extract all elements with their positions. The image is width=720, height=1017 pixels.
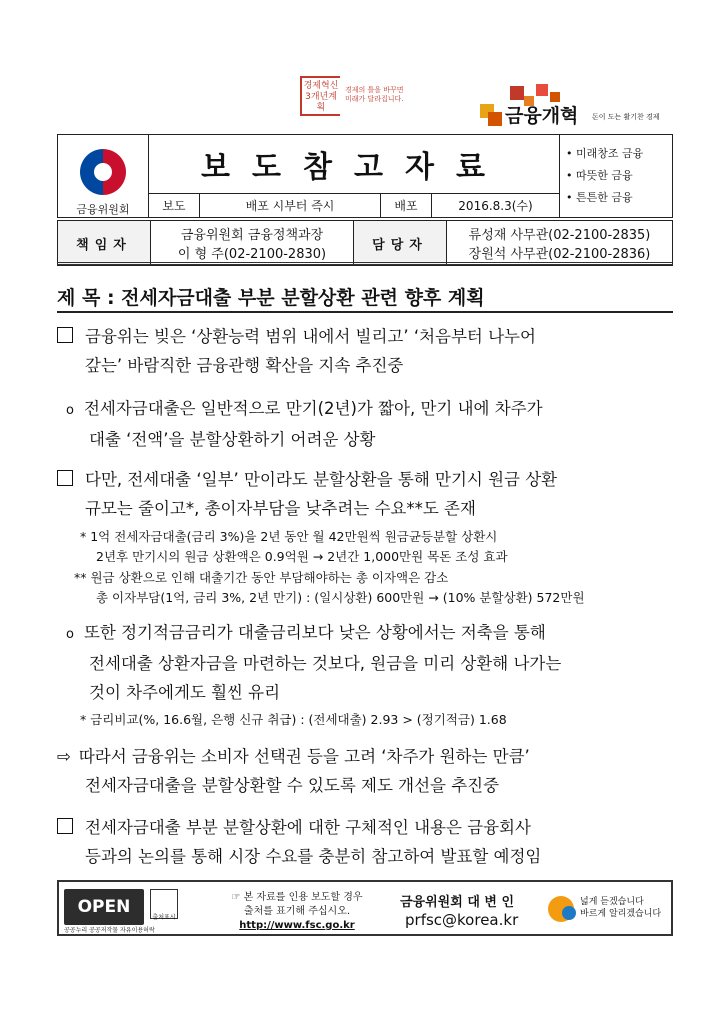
circle-bullet-icon: o — [66, 403, 74, 418]
open-license-caption: 공공누리 공공저작물 자유이용허락 — [64, 927, 155, 934]
doc-title: 보도참고자료 — [149, 135, 560, 194]
speech-bubble-small-icon — [562, 906, 576, 920]
paragraph-6: 전세자금대출 부분 분할상환에 대한 구체적인 내용은 금융회사 등과의 논의를 통해 시장 수요를 충분히 참고하여 발표할 예정임 — [57, 813, 677, 871]
paragraph-5: ⇨ 따라서 금융위는 소비자 선택권 등을 고려 ‘차주가 원하는 만큼’ 전세자금대출을 분할상환할 수 있도록 제도 개선을 추진중 — [57, 747, 530, 795]
square-bullet-icon — [57, 818, 73, 834]
circle-bullet-icon: o — [66, 627, 74, 642]
paragraph-2: o 전세자금대출은 일반적으로 만기(2년)가 짧아, 만기 내에 차주가 대출 ‘전액’을 분할상환하기 어려운 상황 — [66, 399, 543, 449]
header-divider — [57, 262, 673, 265]
agency-cell — [58, 135, 149, 218]
paragraph-1: 금융위는 빚은 ‘상환능력 범위 내에서 빌리고’ ‘처음부터 나누어 갚는’ 바람직한 금융관행 확산을 지속 추진중 — [57, 322, 677, 380]
slogan-2: • 따뜻한 금융 — [566, 169, 633, 182]
arrow-right-icon: ⇨ — [57, 747, 71, 766]
dist-label: 배포 — [381, 194, 432, 218]
reform-title: 금융개혁 — [505, 105, 579, 127]
spokesperson-label: 금융위원회 대 변 인 — [400, 895, 515, 910]
paragraph-3: 다만, 전세대출 ‘일부’ 만이라도 분할상환을 통해 만기시 원금 상환 규모는 줄이고*, 총이자부담을 낮추려는 수요**도 존재 — [57, 465, 677, 523]
press-header — [57, 134, 673, 218]
resp-info: 금융위원회 금융정책과장 이 형 주(02-2100-2830) — [151, 221, 354, 266]
report-value: 배포 시부터 즉시 — [200, 194, 381, 218]
report-label: 보도 — [149, 194, 200, 218]
square-bullet-icon — [57, 470, 73, 486]
slogan-1: • 미래창조 금융 — [566, 147, 644, 160]
citation-note: ☞ 본 자료를 인용 보도할 경우 출처를 표기해 주십시오. http://www.fsc.go.kr — [222, 891, 372, 933]
footnote-1: * 1억 전세자금대출(금리 3%)을 2년 동안 월 42만원씩 원금균등분할 상환시 2년후 만기시의 원금 상환액은 0.9억원 → 2년간 1,000만원 목돈 조성 효과 — [80, 529, 508, 564]
fsc-url-link[interactable]: http://www.fsc.go.kr — [239, 920, 355, 931]
staff-info: 류성재 사무관(02-2100-2835) 장원석 사무관(02-2100-2836) — [447, 221, 673, 266]
staff-label: 담당자 — [354, 221, 447, 266]
paragraph-4: o 또한 정기적금금리가 대출금리보다 낮은 상황에서는 저축을 통해 전세대출 상환자금을 마련하는 것보다, 원금을 미리 상환해 나가는 것이 차주에게도 훨씬 유리 — [66, 623, 562, 702]
gov3-tagline: 경제의 틀을 바꾸면 미래가 달라집니다. — [345, 86, 404, 103]
dist-value: 2016.8.3(수) — [432, 194, 560, 218]
reform-subtitle: 돈이 도는 활기찬 경제 — [592, 113, 660, 121]
government-seal-icon — [80, 149, 126, 195]
slogans — [560, 135, 673, 218]
gov3-logo: 경제혁신 3개년계획 — [300, 76, 340, 116]
subject-line: 제 목 : 전세자금대출 부분 분할상환 관련 향후 계획 — [57, 287, 485, 309]
attribution-icon: 출처표시 — [150, 889, 178, 919]
contact-table — [57, 220, 673, 266]
slogan-3: • 튼튼한 금융 — [566, 191, 633, 204]
subject-underline — [57, 311, 673, 313]
communication-slogan: 넓게 듣겠습니다 바르게 알리겠습니다 — [580, 897, 662, 919]
footnote-3: * 금리비교(%, 16.6월, 은행 신규 취급) : (전세대출) 2.93 > (정기적금) 1.68 — [80, 712, 507, 727]
spokesperson-email[interactable]: prfsc@korea.kr — [405, 911, 519, 929]
footnote-2: ** 원금 상환으로 인해 대출기간 동안 부담해야하는 총 이자액은 감소 총 이자부담(1억, 금리 3%, 2년 만기) : (일시상환) 600만원 → (10% 분할상환) 572만원 — [74, 570, 585, 605]
agency-name: 금융위원회 — [76, 203, 130, 216]
resp-label: 책임자 — [58, 221, 151, 266]
open-license-badge: OPEN — [64, 889, 144, 925]
square-bullet-icon — [57, 327, 73, 343]
